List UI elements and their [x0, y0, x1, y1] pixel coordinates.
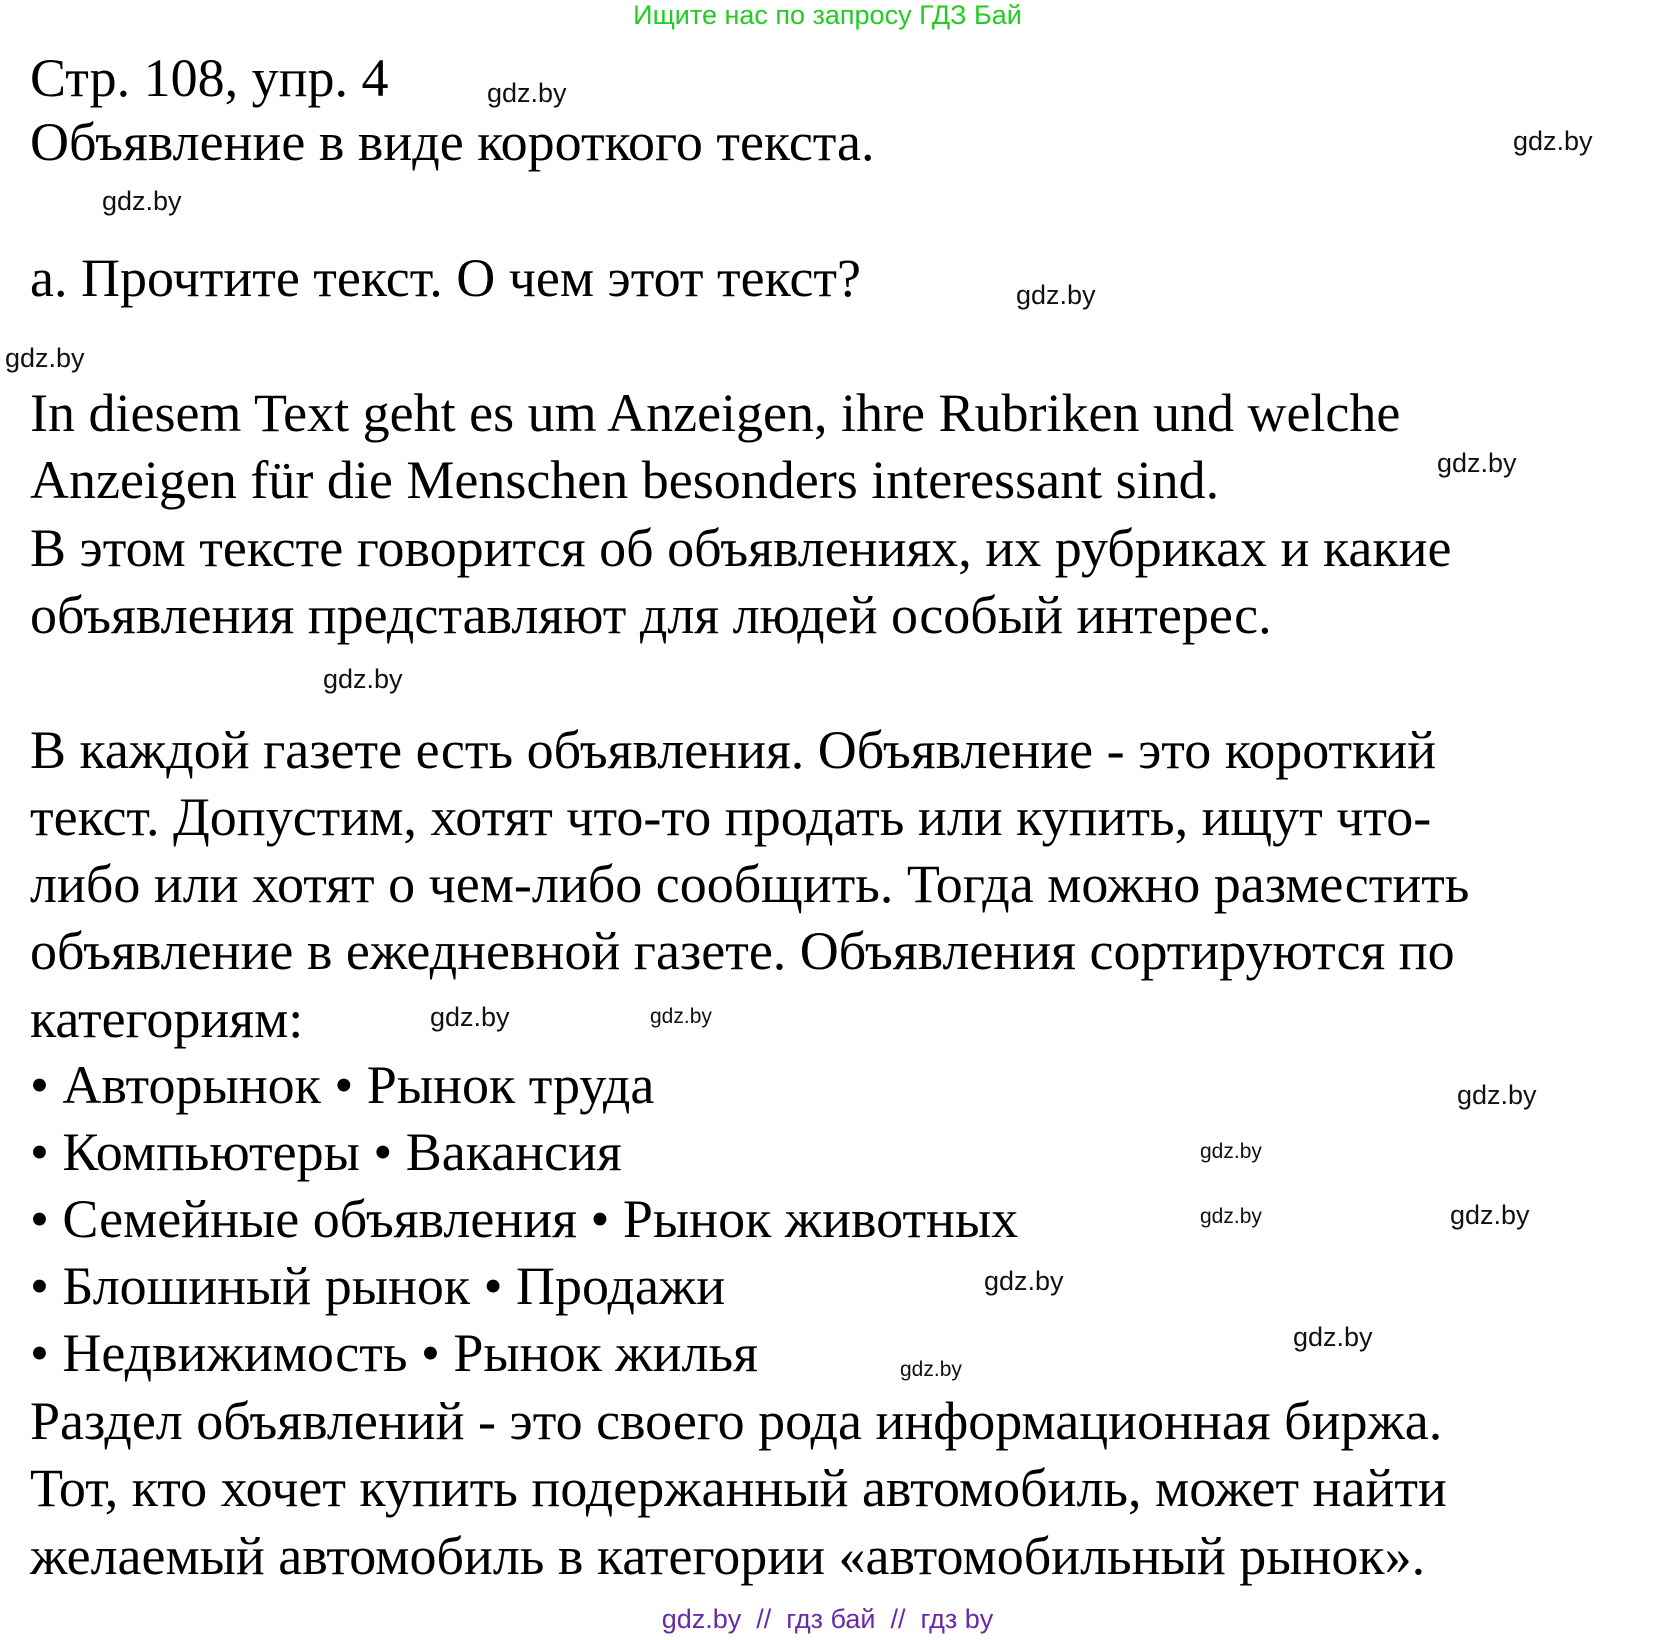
text-line: желаемый автомобиль в категории «автомобильный рынок». [30, 1526, 1426, 1586]
watermark: gdz.by [900, 1358, 962, 1381]
header-banner: Ищите нас по запросу ГДЗ Бай [633, 0, 1022, 30]
watermark: gdz.by [984, 1266, 1064, 1296]
text-line: Раздел объявлений - это своего рода информационная биржа. [30, 1391, 1443, 1451]
text-line: В каждой газете есть объявления. Объявление - это короткий [30, 720, 1437, 780]
watermark: gdz.by [323, 664, 403, 694]
watermark: gdz.by [5, 343, 85, 373]
category-line: • Недвижимость • Рынок жилья [30, 1323, 758, 1383]
category-line: • Компьютеры • Вакансия [30, 1122, 622, 1182]
watermark: gdz.by [650, 1005, 712, 1028]
watermark: gdz.by [1200, 1205, 1262, 1228]
watermark: gdz.by [430, 1002, 510, 1032]
watermark: gdz.by [1450, 1200, 1530, 1230]
watermark: gdz.by [102, 186, 182, 216]
watermark: gdz.by [1513, 126, 1593, 156]
watermark: gdz.by [1016, 280, 1096, 310]
watermark: gdz.by [1293, 1322, 1373, 1352]
answer-line: Anzeigen für die Menschen besonders interessant sind. [30, 450, 1220, 510]
answer-line: объявления представляют для людей особый интерес. [30, 585, 1272, 645]
watermark: gdz.by [1200, 1140, 1262, 1163]
text-line: объявление в ежедневной газете. Объявления сортируются по [30, 921, 1455, 981]
footer-banner: gdz.by // гдз бай // гдз by [661, 1604, 994, 1634]
answer-line: В этом тексте говорится об объявлениях, их рубриках и какие [30, 518, 1452, 578]
answer-line: In diesem Text geht es um Anzeigen, ihre Rubriken und welche [30, 383, 1401, 443]
text-line: текст. Допустим, хотят что-то продать или купить, ищут что- [30, 787, 1432, 847]
category-line: • Блошиный рынок • Продажи [30, 1256, 726, 1316]
watermark: gdz.by [1457, 1080, 1537, 1110]
text-line: Тот, кто хочет купить подержанный автомобиль, может найти [30, 1458, 1447, 1518]
watermark: gdz.by [1437, 448, 1517, 478]
category-line: • Авторынок • Рынок труда [30, 1055, 655, 1115]
text-line: категориям: [30, 989, 304, 1049]
category-line: • Семейные объявления • Рынок животных [30, 1189, 1019, 1249]
watermark: gdz.by [487, 78, 567, 108]
task-heading: а. Прочтите текст. О чем этот текст? [30, 248, 861, 308]
page-title: Стр. 108, упр. 4 [30, 48, 389, 108]
text-line: либо или хотят о чем-либо сообщить. Тогда можно разместить [30, 854, 1470, 914]
subtitle: Объявление в виде короткого текста. [30, 112, 875, 172]
